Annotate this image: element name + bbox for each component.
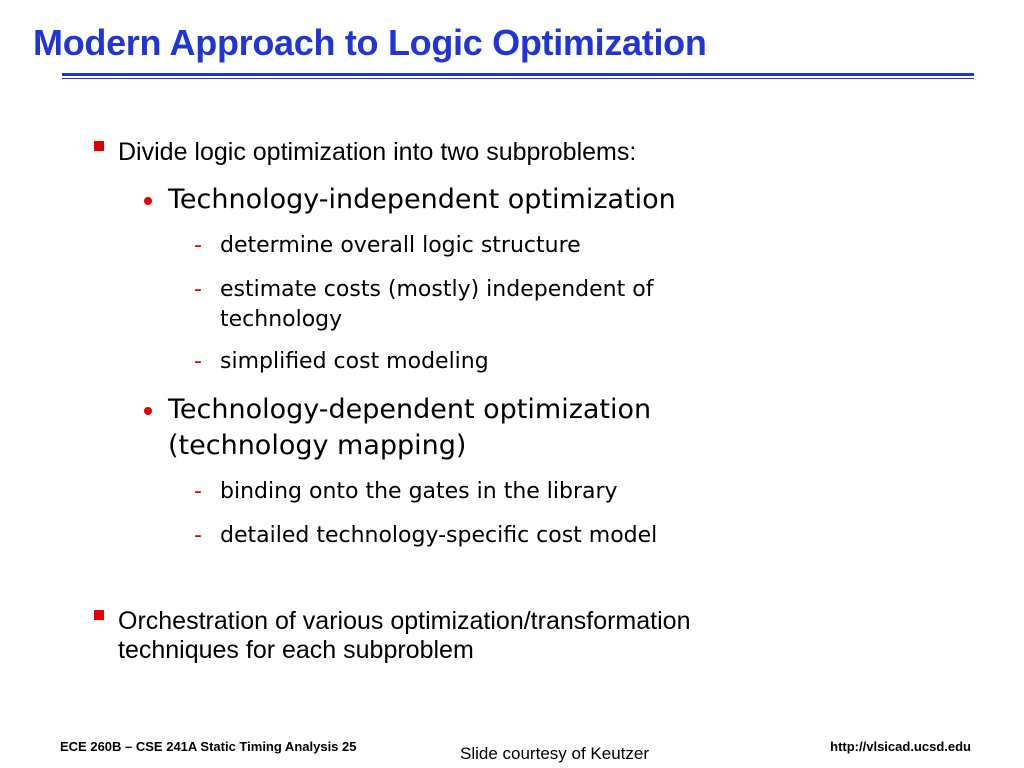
- bullet-orchestration-text: techniques for each subproblem: [118, 636, 474, 664]
- dash-item-text: binding onto the gates in the library: [220, 479, 618, 504]
- sub-bullet-tech-independent-text: Technology-independent optimization: [168, 184, 676, 215]
- dash-bullet-icon: -: [194, 523, 202, 548]
- bullet-orchestration-cont: [118, 636, 474, 665]
- dash-item-structure: [194, 231, 581, 261]
- bullet-divide: [118, 138, 636, 167]
- dash-bullet-icon: -: [194, 479, 202, 504]
- dash-item-text: simplified cost modeling: [220, 349, 489, 374]
- footer-course: ECE 260B – CSE 241A Static Timing Analysis 25: [60, 739, 357, 754]
- title-underline-thick: [62, 73, 974, 76]
- sub-bullet-tech-dependent-text: (technology mapping): [168, 430, 467, 461]
- sub-bullet-tech-dependent: [168, 392, 651, 428]
- dash-item-text: technology: [220, 307, 343, 332]
- square-bullet-icon: [94, 141, 104, 151]
- sub-bullet-tech-dependent-text: Technology-dependent optimization: [168, 394, 652, 425]
- slide-title: Modern Approach to Logic Optimization: [33, 22, 707, 63]
- round-bullet-icon: [144, 197, 152, 205]
- footer-credit: Slide courtesy of Keutzer: [460, 744, 649, 763]
- bullet-divide-text: Divide logic optimization into two subproblems:: [118, 138, 637, 166]
- dash-item-text: determine overall logic structure: [220, 233, 581, 258]
- dash-bullet-icon: -: [194, 349, 202, 374]
- dash-item-cost-model: [194, 521, 658, 551]
- dash-item-estimate-costs-cont: [220, 305, 342, 335]
- dash-bullet-icon: -: [194, 277, 202, 302]
- dash-bullet-icon: -: [194, 233, 202, 258]
- dash-item-simplified-cost: [194, 347, 489, 377]
- bullet-orchestration-text: Orchestration of various optimization/transformation: [118, 607, 691, 635]
- round-bullet-icon: [144, 407, 152, 415]
- square-bullet-icon: [94, 610, 104, 620]
- footer-url: http://vlsicad.ucsd.edu: [830, 739, 971, 754]
- bullet-orchestration: [118, 607, 690, 636]
- dash-item-binding: [194, 477, 618, 507]
- dash-item-text: estimate costs (mostly) independent of: [220, 277, 654, 302]
- sub-bullet-tech-dependent-cont: [168, 428, 466, 464]
- dash-item-estimate-costs: [194, 275, 654, 305]
- title-underline-thin: [62, 78, 974, 79]
- dash-item-text: detailed technology-specific cost model: [220, 523, 658, 548]
- sub-bullet-tech-independent: [168, 182, 676, 218]
